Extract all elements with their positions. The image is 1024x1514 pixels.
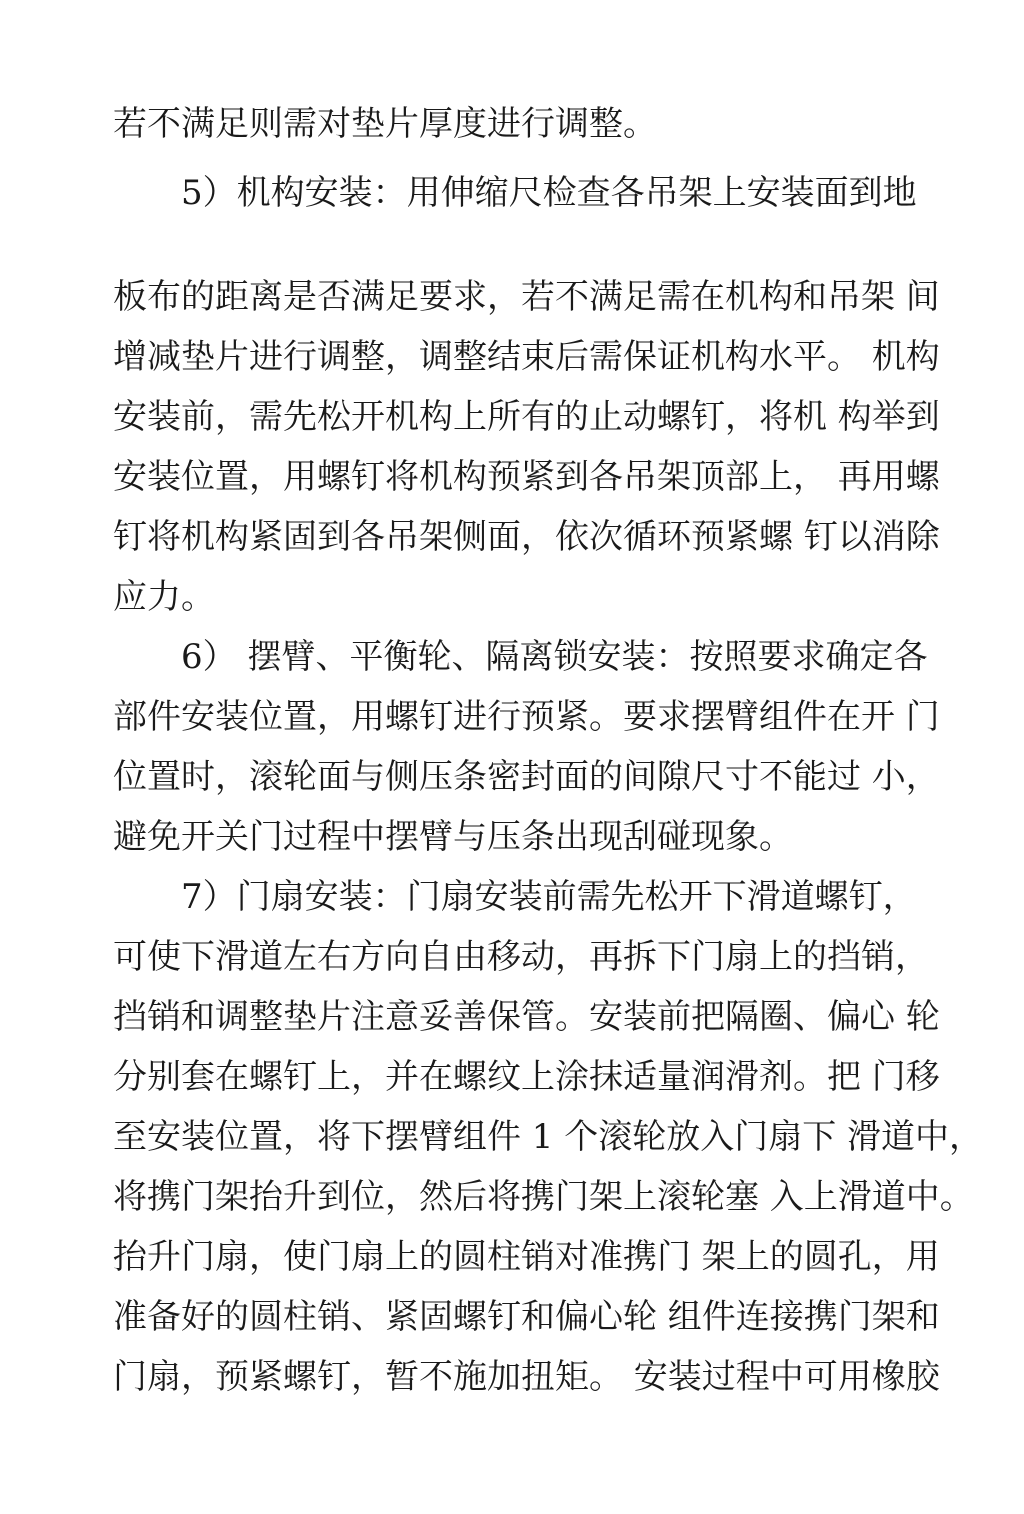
text-line: 避免开关门过程中摆臂与压条出现刮碰现象。 (113, 817, 793, 857)
text-line: 增减垫片进行调整，调整结束后需保证机构水平。 机构 (113, 337, 940, 377)
text-line: 分别套在螺钉上，并在螺纹上涂抹适量润滑剂。把 门移 (113, 1057, 940, 1097)
text-line: 钉将机构紧固到各吊架侧面，依次循环预紧螺 钉以消除 (113, 517, 940, 557)
text-line: 门扇，预紧螺钉，暂不施加扭矩。 安装过程中可用橡胶 (113, 1357, 940, 1397)
text-line: 挡销和调整垫片注意妥善保管。安装前把隔圈、偏心 轮 (113, 997, 940, 1037)
text-line: 将携门架抬升到位，然后将携门架上滚轮塞 入上滑道中。 (113, 1177, 974, 1217)
text-line: 安装前，需先松开机构上所有的止动螺钉，将机 构举到 (113, 397, 940, 437)
text-line: 部件安装位置，用螺钉进行预紧。要求摆臂组件在开 门 (113, 697, 940, 737)
section-heading-line: 7）门扇安装：门扇安装前需先松开下滑道螺钉， (181, 877, 917, 917)
section-heading-line: 5）机构安装：用伸缩尺检查各吊架上安装面到地 (181, 173, 917, 213)
text-line: 位置时，滚轮面与侧压条密封面的间隙尺寸不能过 小， (113, 757, 940, 797)
text-line: 准备好的圆柱销、紧固螺钉和偏心轮 组件连接携门架和 (113, 1297, 940, 1337)
text-line: 安装位置，用螺钉将机构预紧到各吊架顶部上， 再用螺 (113, 457, 940, 497)
text-line: 可使下滑道左右方向自由移动，再拆下门扇上的挡销， (113, 937, 929, 977)
text-line: 若不满足则需对垫片厚度进行调整。 (113, 104, 657, 144)
text-line: 至安装位置，将下摆臂组件 1 个滚轮放入门扇下 滑道中， (113, 1117, 984, 1157)
section-heading-line: 6） 摆臂、平衡轮、隔离锁安装：按照要求确定各 (181, 637, 928, 677)
text-line: 抬升门扇，使门扇上的圆柱销对准携门 架上的圆孔，用 (113, 1237, 940, 1277)
text-line: 板布的距离是否满足要求，若不满足需在机构和吊架 间 (113, 277, 940, 317)
text-line: 应力。 (113, 577, 215, 617)
